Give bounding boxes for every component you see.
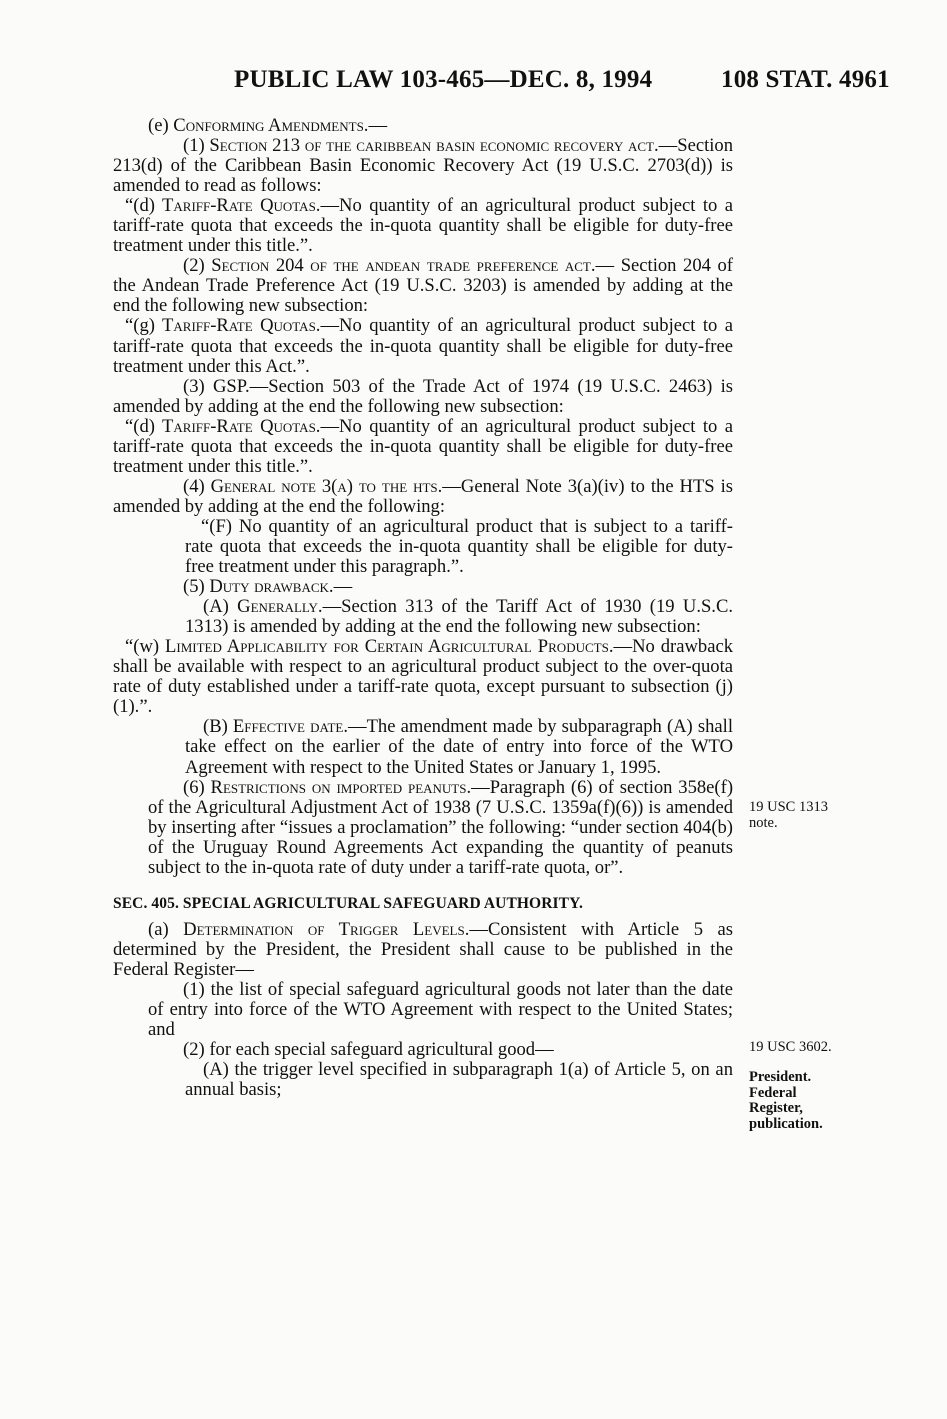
paragraph-6-text: —Paragraph (6) of section 358e(f) of the Agricultural Adjustment Act of 1938 (7 U.S.C. 1359a(f)(6)) is amended by inserting after “issues a proclamation” the following: “under section 404(b) of the Uruguay Round Agreements Act expanding the quantity of peanuts subject to the in-quota rate of duty under a tariff-rate quota, or”. xyxy=(148,776,734,878)
quote-w-text: —No drawback shall be available with respect to an agricultural product subject to the over-quota rate of duty established under a tariff-rate quota, except pursuant to subsection (j)(1).”. xyxy=(113,636,733,718)
quote-2-heading: ariff-Rate Quotas. xyxy=(173,315,321,337)
section-405-heading: SEC. 405. SPECIAL AGRICULTURAL SAFEGUARD AUTHORITY. xyxy=(113,894,583,912)
paragraph-5 xyxy=(113,577,733,597)
quote-4 xyxy=(113,517,733,577)
paragraph-6-heading: estrictions on imported peanuts. xyxy=(222,776,472,798)
paragraph-3 xyxy=(113,377,733,417)
subsection-a-2-text: (2) for each special safeguard agricultural good— xyxy=(183,1039,554,1061)
paragraph-1-text: —Section 213(d) of the Caribbean Basin Economic Recovery Act (19 U.S.C. 2703(d)) is amended to read as follows: xyxy=(113,135,734,197)
subsection-a-lead: (a) D xyxy=(148,918,197,940)
subparagraph-5b-text: —The amendment made by subparagraph (A) shall take effect on the earlier of the date of entry into force of the WTO Agreement with respect to the United States or January 1, 1995. xyxy=(185,716,734,778)
paragraph-4-text: —General Note 3(a)(iv) to the HTS is amended by adding at the end the following: xyxy=(113,475,733,517)
quote-1-text: —No quantity of an agricultural product subject to a tariff-rate quota that exceeds the in-quota quantity shall be eligible for duty-free treatment under this title.”. xyxy=(113,195,733,257)
subsection-e-title: onforming Amendments.— xyxy=(185,115,388,136)
quote-1-lead: “(d) T xyxy=(125,195,174,217)
quote-w-heading: imited Applicability for Certain Agricultural Products. xyxy=(176,636,614,658)
paragraph-4 xyxy=(113,477,733,517)
quote-1 xyxy=(113,196,733,256)
running-header-title: PUBLIC LAW 103-465—DEC. 8, 1994 xyxy=(234,66,653,93)
subsection-a-heading: etermination of Trigger Levels. xyxy=(196,918,470,940)
subsection-a-1 xyxy=(113,980,733,1040)
subsection-a-2 xyxy=(113,1040,733,1060)
paragraph-3-text: (3) GSP.—Section 503 of the Trade Act of 1974 (19 U.S.C. 2463) is amended by adding at the end the following new subsection: xyxy=(113,375,733,417)
paragraph-1-heading: ection 213 of the caribbean basin economic recovery act. xyxy=(219,135,659,157)
margin-note-1313-line2: note. xyxy=(749,814,778,831)
margin-note-register: Register, xyxy=(749,1100,803,1116)
quote-2-text: —No quantity of an agricultural product subject to a tariff-rate quota that exceeds the in-quota quantity shall be eligible for duty-free treatment under this Act.”. xyxy=(113,315,733,377)
paragraph-5-lead: (5) D xyxy=(183,576,223,598)
subsection-a-2-A-text: (A) the trigger level specified in subparagraph 1(a) of Article 5, on an annual basis; xyxy=(185,1059,733,1101)
quote-w-lead: “(w) L xyxy=(125,636,177,658)
document-body xyxy=(113,116,733,1100)
paragraph-5-heading: uty drawback.— xyxy=(222,576,353,598)
paragraph-2 xyxy=(113,256,733,316)
quote-3 xyxy=(113,417,733,477)
paragraph-2-heading: ection 204 of the andean trade preference act. xyxy=(221,255,596,277)
paragraph-4-lead: (4) G xyxy=(183,475,225,497)
paragraph-6 xyxy=(113,778,733,878)
subparagraph-5b xyxy=(113,717,733,777)
margin-note-19-usc-3602: 19 USC 3602. xyxy=(749,1039,832,1055)
quote-w xyxy=(113,637,733,717)
margin-note-president: President. xyxy=(749,1069,812,1085)
subsection-a-text: —Consistent with Article 5 as determined by the President, the President shall cause to be published in the Federal Register— xyxy=(113,918,734,980)
subparagraph-5b-lead: (B) E xyxy=(203,716,245,738)
subsection-a xyxy=(113,920,733,980)
paragraph-4-heading: eneral note 3(a) to the hts. xyxy=(224,475,443,497)
margin-note-president-publication xyxy=(749,1070,823,1132)
margin-note-federal: Federal xyxy=(749,1084,797,1101)
quote-3-heading: ariff-Rate Quotas. xyxy=(173,415,321,437)
margin-note-1313-line1: 19 USC 1313 xyxy=(749,799,828,815)
paragraph-1 xyxy=(113,136,733,196)
margin-note-publication: publication. xyxy=(749,1115,823,1132)
quote-3-text: —No quantity of an agricultural product subject to a tariff-rate quota that exceeds the in-quota quantity shall be eligible for duty-free treatment under this title.”. xyxy=(113,415,733,477)
subparagraph-5a xyxy=(113,597,733,637)
quote-2 xyxy=(113,316,733,376)
quote-2-lead: “(g) T xyxy=(125,315,174,337)
subsection-a-1-text: (1) the list of special safeguard agricultural goods not later than the date of entry into force of the WTO Agreement with respect to the United States; and xyxy=(148,978,733,1041)
subparagraph-5b-heading: ffective date. xyxy=(244,716,348,738)
quote-4-text: “(F) No quantity of an agricultural product that is subject to a tariff-rate quota that exceeds the in-quota quantity shall be eligible for duty-free treatment under this paragraph.”. xyxy=(185,515,733,578)
subparagraph-5a-text: —Section 313 of the Tariff Act of 1930 (19 U.S.C. 1313) is amended by adding at the end the following new subsection: xyxy=(185,596,734,638)
paragraph-6-lead: (6) R xyxy=(183,776,223,798)
paragraph-1-lead: (1) S xyxy=(183,135,220,157)
subsection-e-heading xyxy=(113,116,733,136)
quote-1-heading: ariff-Rate Quotas. xyxy=(173,195,321,217)
quote-3-lead: “(d) T xyxy=(125,415,174,437)
subparagraph-5a-lead: (A) G xyxy=(203,596,251,618)
margin-note-19-usc-1313 xyxy=(749,800,828,831)
running-header-stat: 108 STAT. 4961 xyxy=(721,66,890,93)
subsection-a-2-A xyxy=(113,1060,733,1100)
paragraph-2-text: — Section 204 of the Andean Trade Preference Act (19 U.S.C. 3203) is amended by adding at the end the following new subsection: xyxy=(113,255,733,317)
subsection-e-lead: (e) C xyxy=(148,115,186,136)
paragraph-2-lead: (2) S xyxy=(183,255,222,277)
subparagraph-5a-heading: enerally. xyxy=(250,596,323,618)
